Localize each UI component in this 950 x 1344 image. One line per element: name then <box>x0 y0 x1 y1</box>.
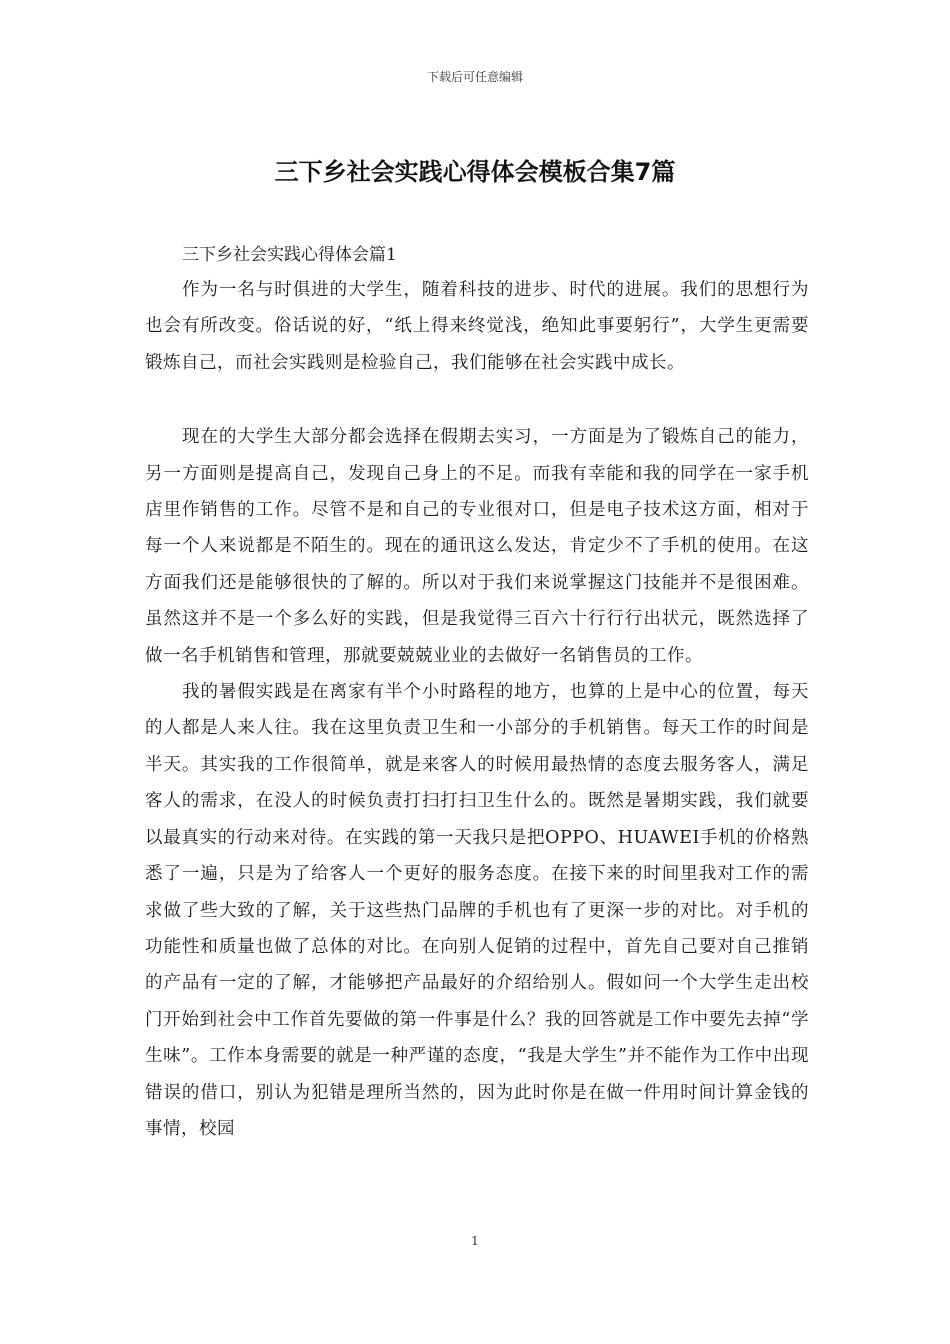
section-heading: 三下乡社会实践心得体会篇1 <box>182 245 397 265</box>
page-header: 下载后可任意编辑 <box>426 70 523 84</box>
page-number: 1 <box>471 1234 479 1248</box>
document-title: 三下乡社会实践心得体会模板合集7篇 <box>274 158 676 186</box>
document-body <box>145 272 809 1147</box>
paragraph-3: 我的暑假实践是在离家有半个小时路程的地方，也算的上是中心的位置，每天的人都是人来人往。我在这里负责卫生和一小部分的手机销售。每天工作的时间是半天。其实我的工作很简单，就是来客人的时候用最热情的态度去服务客人，满足客人的需求，在没人的时候负责打扫打扫卫生什么的。既然是暑期实践，我们就要以最真实的行动来对待。在实践的第一天我只是把OPPO、HUAWEI手机的价格熟悉了一遍，只是为了给客人一个更好的服务态度。在接下来的时间里我对工作的需求做了些大致的了解，关于这些热门品牌的手机也有了更深一步的对比。对手机的功能性和质量也做了总体的对比。在向别人促销的过程中，首先自己要对自己推销的产品有一定的了解，才能够把产品最好的介绍给别人。假如问一个大学生走出校门开始到社会中工作首先要做的第一件事是什么？我的回答就是工作中要先去掉“学生味”。工作本身需要的就是一种严谨的态度，“我是大学生”并不能作为工作中出现错误的借口，别认为犯错是理所当然的，因为此时你是在做一件用时间计算金钱的事情，校园 <box>145 682 809 1139</box>
paragraph-2: 现在的大学生大部分都会选择在假期去实习，一方面是为了锻炼自己的能力，另一方面则是提高自己，发现自己身上的不足。而我有幸能和我的同学在一家手机店里作销售的工作。尽管不是和自己的专业很对口，但是电子技术这方面，相对于每一个人来说都是不陌生的。现在的通讯这么发达，肯定少不了手机的使用。在这方面我们还是能够很快的了解的。所以对于我们来说掌握这门技能并不是很困难。虽然这并不是一个多么好的实践，但是我觉得三百六十行行行出状元，既然选择了做一名手机销售和管理，那就要兢兢业业的去做好一名销售员的工作。 <box>145 427 809 666</box>
paragraph-1: 作为一名与时俱进的大学生，随着科技的进步、时代的进展。我们的思想行为也会有所改变。俗话说的好，“纸上得来终觉浅，绝知此事要躬行”，大学生更需要锻炼自己，而社会实践则是检验自己，我们能够在社会实践中成长。 <box>145 280 809 373</box>
